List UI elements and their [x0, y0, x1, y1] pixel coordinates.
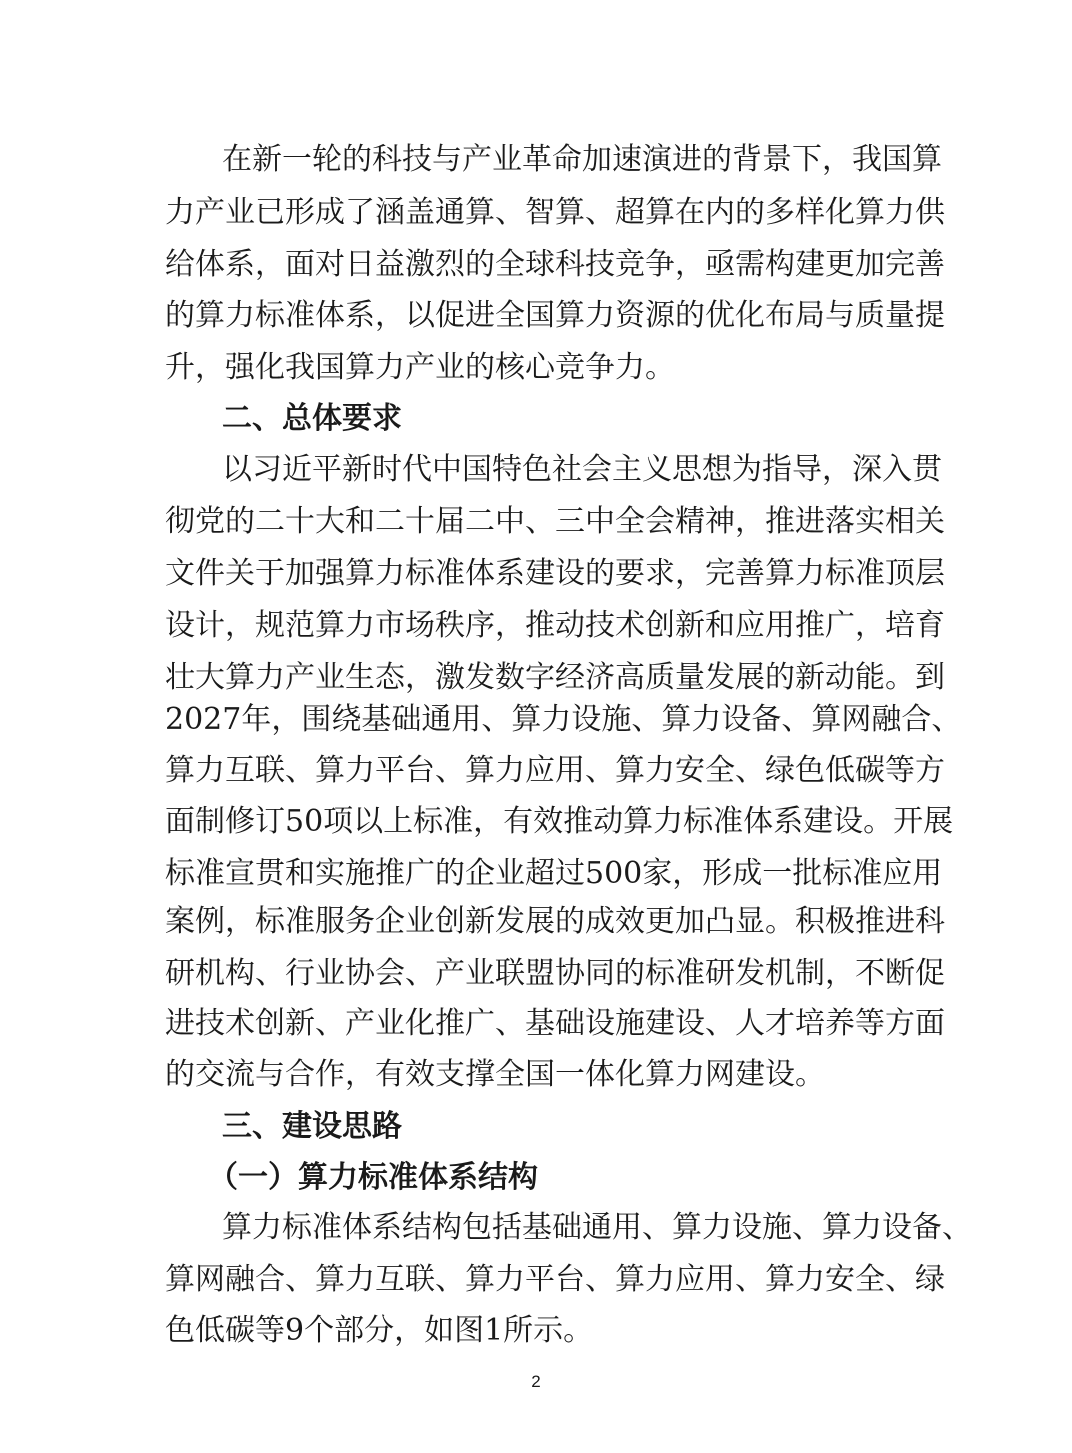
- paragraph-line: 算网融合、算力互联、算力平台、算力应用、算力安全、绿: [165, 1262, 945, 1297]
- section-heading: 二、总体要求: [222, 401, 402, 436]
- paragraph-line: 色低碳等9个部分，如图1所示。: [165, 1313, 594, 1348]
- paragraph-line: 进技术创新、产业化推广、基础设施建设、人才培养等方面: [165, 1006, 945, 1041]
- paragraph-line: 的算力标准体系，以促进全国算力资源的优化布局与质量提: [165, 298, 945, 333]
- paragraph-line: 算力互联、算力平台、算力应用、算力安全、绿色低碳等方: [165, 753, 945, 788]
- paragraph-line: 升，强化我国算力产业的核心竞争力。: [165, 350, 675, 385]
- paragraph-line: 设计，规范算力市场秩序，推动技术创新和应用推广，培育: [165, 608, 945, 643]
- paragraph-line: 2027年，围绕基础通用、算力设施、算力设备、算网融合、: [165, 702, 962, 737]
- paragraph-line: 在新一轮的科技与产业革命加速演进的背景下，我国算: [222, 142, 942, 177]
- paragraph-line: 算力标准体系结构包括基础通用、算力设施、算力设备、: [222, 1210, 972, 1245]
- paragraph-line: 给体系，面对日益激烈的全球科技竞争，亟需构建更加完善: [165, 247, 945, 282]
- subsection-heading: （一）算力标准体系结构: [208, 1160, 538, 1195]
- section-heading: 三、建设思路: [222, 1109, 402, 1144]
- paragraph-line: 以习近平新时代中国特色社会主义思想为指导，深入贯: [222, 452, 942, 487]
- paragraph-line: 研机构、行业协会、产业联盟协同的标准研发机制，不断促: [165, 956, 945, 991]
- paragraph-line: 的交流与合作，有效支撑全国一体化算力网建设。: [165, 1057, 825, 1092]
- paragraph-line: 力产业已形成了涵盖通算、智算、超算在内的多样化算力供: [165, 195, 945, 230]
- paragraph-line: 文件关于加强算力标准体系建设的要求，完善算力标准顶层: [165, 556, 945, 591]
- page-number: 2: [531, 1372, 541, 1391]
- paragraph-line: 标准宣贯和实施推广的企业超过500家，形成一批标准应用: [165, 856, 943, 891]
- paragraph-line: 彻党的二十大和二十届二中、三中全会精神，推进落实相关: [165, 504, 945, 539]
- paragraph-line: 壮大算力产业生态，激发数字经济高质量发展的新动能。到: [165, 660, 945, 695]
- paragraph-line: 案例，标准服务企业创新发展的成效更加凸显。积极推进科: [165, 904, 945, 939]
- paragraph-line: 面制修订50项以上标准，有效推动算力标准体系建设。开展: [165, 804, 954, 839]
